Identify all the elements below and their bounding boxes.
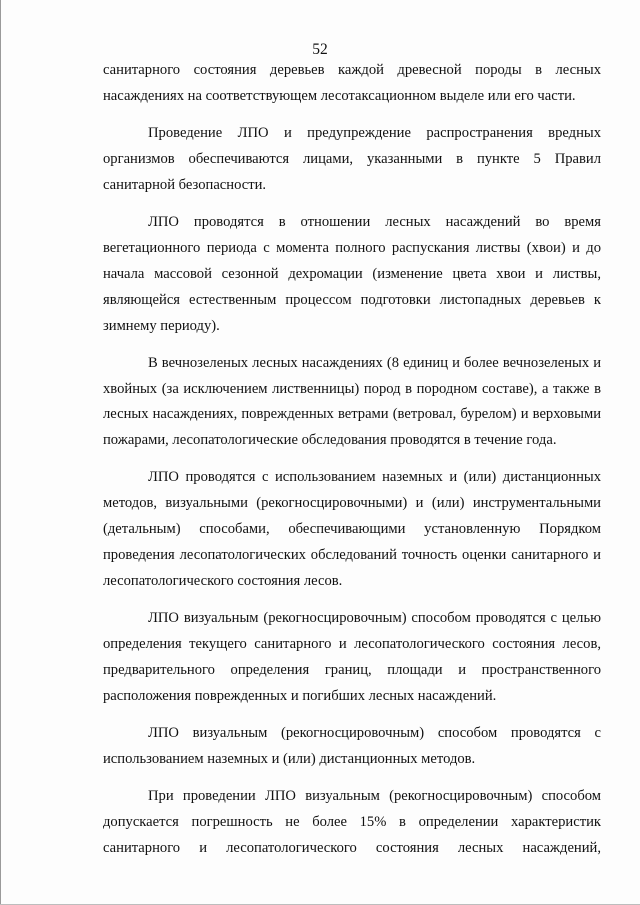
- page-number: 52: [312, 41, 328, 58]
- paragraph: ЛПО визуальным (рекогносцировочным) способом проводятся с использованием наземных и (или) дистанционных методов.: [103, 724, 601, 767]
- body-text: [103, 58, 601, 873]
- paragraph: ЛПО проводятся в отношении лесных насаждений во время вегетационного периода с момента полного распускания листвы (хвои) и до начала массовой сезонной дехромации (изменение цвета хвои и листвы, являющейся естественным процессом подготовки листопадных деревьев к зимнему периоду).: [103, 213, 601, 334]
- paragraph: ЛПО проводятся с использованием наземных и (или) дистанционных методов, визуальными (рекогносцировочными) и (или) инструментальными (детальным) способами, обеспечивающими установленную Порядком проведения лесопатологических обследований точность оценки санитарного и лесопатологического состояния лесов.: [103, 469, 601, 590]
- paragraph: ЛПО визуальным (рекогносцировочным) способом проводятся с целью определения текущего санитарного и лесопатологического состояния лесов, предварительного определения границ, площади и пространственного расположения поврежденных и погибших лесных насаждений.: [103, 610, 601, 704]
- paragraph: В вечнозеленых лесных насаждениях (8 единиц и более вечнозеленых и хвойных (за исключением лиственницы) пород в породном составе), а также в лесных насаждениях, поврежденных ветрами (ветровал, бурелом) и верховыми пожарами, лесопатологические обследования проводятся в течение года.: [103, 354, 601, 449]
- scan-left-edge: [0, 0, 1, 905]
- paragraph: Проведение ЛПО и предупреждение распространения вредных организмов обеспечиваются лицами, указанными в пункте 5 Правил санитарной безопасности.: [103, 125, 601, 193]
- paragraph: При проведении ЛПО визуальным (рекогносцировочным) способом допускается погрешность не более 15% в определении характеристик санитарного и лесопатологического состояния лесных насаждений,: [103, 787, 601, 856]
- paragraph: санитарного состояния деревьев каждой древесной породы в лесных насаждениях на соответствующем лесотаксационном выделе или его части.: [103, 62, 601, 104]
